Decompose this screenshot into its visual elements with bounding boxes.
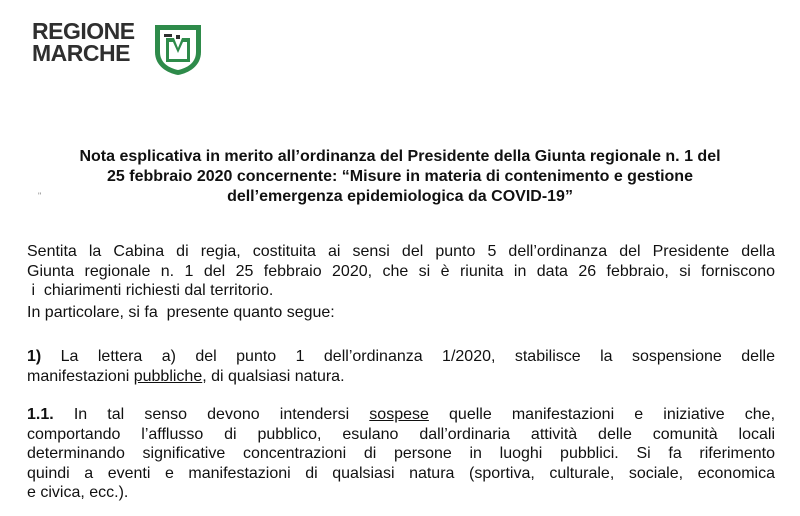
- point-1-line-2: [27, 367, 775, 387]
- intro-paragraph: [27, 242, 775, 301]
- point-1-line-2-post: , di qualsiasi natura.: [202, 367, 345, 385]
- point-1-line-2-pre: manifestazioni: [27, 367, 134, 385]
- point-1-1-line-1-pre: In tal senso devono intendersi: [73, 406, 370, 423]
- intro-line-2: Giunta regionale n. 1 del 25 febbraio 2020, che si è riunita in data 26 febbraio, si forniscono: [27, 262, 775, 280]
- point-1-line-1: [27, 347, 775, 367]
- point-1-1-paragraph: [27, 405, 775, 503]
- underlined-pubbliche: pubbliche: [133, 367, 203, 385]
- point-1-1-number: 1.1.: [27, 406, 54, 423]
- intro-line-3: i chiarimenti richiesti dal territorio.: [27, 282, 274, 299]
- point-1-1-line-3: determinando significative concentrazioni di persone in luoghi pubblici. Si fa riferimento: [27, 445, 775, 462]
- title-line-3: dell’emergenza epidemiologica da COVID-19”: [227, 188, 573, 205]
- title-line-2: 25 febbraio 2020 concernente: “Misure in materia di contenimento e gestione: [107, 168, 693, 185]
- followup-paragraph: [27, 303, 775, 323]
- point-1-1-line-1: [27, 405, 775, 425]
- region-shield-icon: [152, 22, 204, 76]
- point-1-1-line-2: comportando l’afflusso di pubblico, esulano dall’ordinaria attività delle comunità locali: [27, 425, 775, 443]
- title-line-1: Nota esplicativa in merito all’ordinanza del Presidente della Giunta regionale n. 1 del: [79, 148, 721, 165]
- underlined-sospese: sospese: [369, 406, 429, 423]
- logo-line-1: REGIONE: [32, 18, 135, 44]
- followup-line: In particolare, si fa presente quanto segue:: [27, 304, 335, 321]
- regione-marche-logo: [32, 20, 212, 80]
- point-1-number: 1): [27, 348, 42, 365]
- intro-line-1: Sentita la Cabina di regia, costituita ai sensi del punto 5 dell’ordinanza del Presidente della: [27, 243, 775, 260]
- document-title: [20, 147, 780, 207]
- point-1-paragraph: [27, 347, 775, 386]
- logo-line-2: MARCHE: [32, 40, 130, 66]
- margin-mark: ": [38, 191, 42, 201]
- point-1-1-line-4: quindi a eventi e manifestazioni di qualsiasi natura (sportiva, culturale, sociale, economica: [27, 464, 775, 482]
- logo-wordmark: [32, 20, 135, 64]
- point-1-line-1-text: La lettera a) del punto 1 dell’ordinanza 1/2020, stabilisce la sospensione delle: [60, 348, 776, 365]
- point-1-1-line-5: e civica, ecc.).: [27, 484, 129, 501]
- point-1-1-line-1-post: quelle manifestazioni e iniziative che,: [428, 406, 776, 423]
